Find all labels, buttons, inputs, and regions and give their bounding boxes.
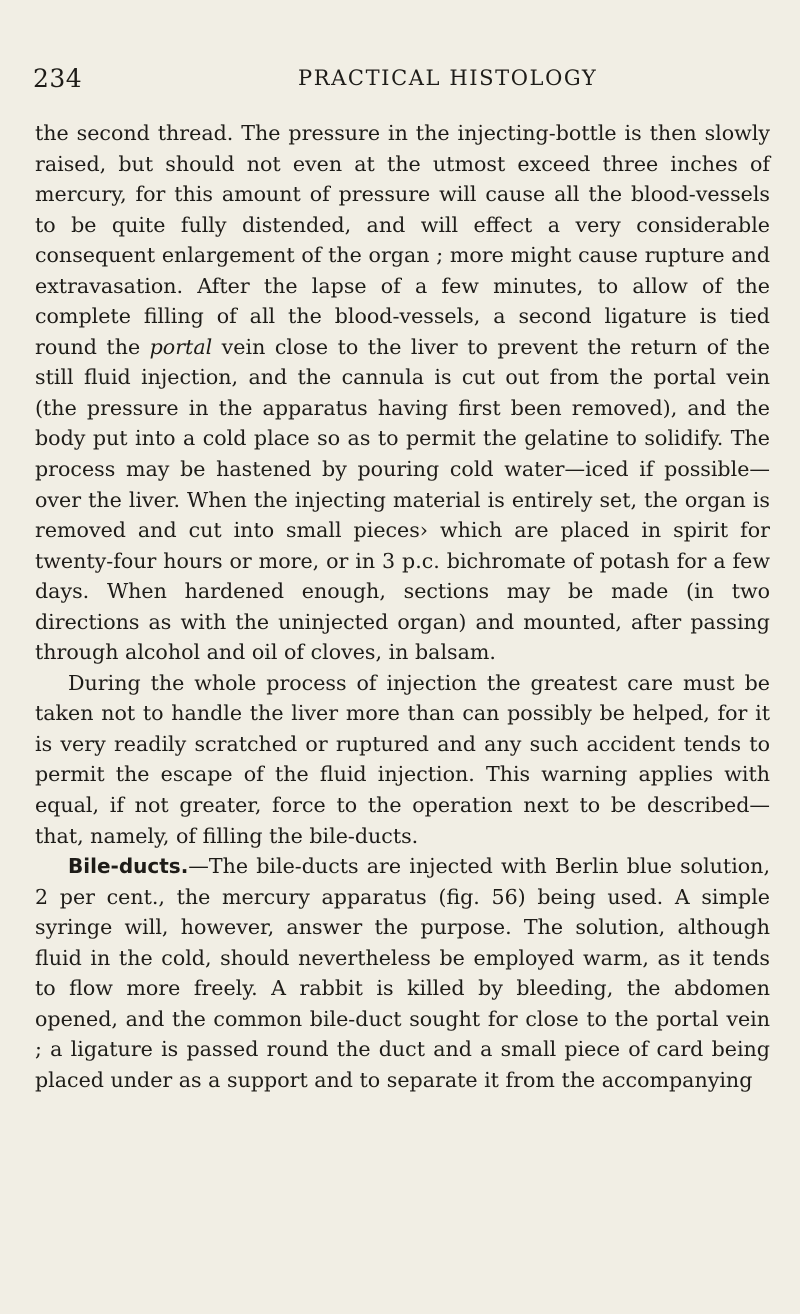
section-run-in-heading: Bile-ducts. [68,854,189,879]
paragraph-care-warning: During the whole process of injection the greatest care must be taken not to handle the liver more than can possibly be helped, for it is very readily scratched or ruptured and any such accident tends to permit the escape of the fluid injection. This warning applies with equal, if not greater, force to the operation next to be described—that, namely, of filling the bile-ducts. [35,670,770,848]
paragraph-text: —The bile-ducts are injected with Berlin blue solution, 2 per cent., the mercury apparatus (fig. 56) being used. A simple syringe will, however, answer the purpose. The solution, although fluid in the cold, should nevertheless be employed warm, as it tends to flow more freely. A rabbit is killed by bleeding, the abdomen opened, and the common bile-duct sought for close to the portal vein ; a ligature is passed round the duct and a small piece of card being placed under as a support and to separate it from the accompanying [35,854,770,1092]
emphasized-word: portal [149,334,213,359]
page-number: 234 [33,64,83,93]
paragraph-injection-process [35,118,770,668]
paragraph-text: the second thread. The pressure in the injecting-bottle is then slowly raised, but should not even at the utmost exceed three inches of mercury, for this amount of pressure will cause all the blood-vessels to be quite fully distended, and will effect a very considerable consequent enlargement of the organ ; more might cause rupture and extravasation. After the lapse of a few minutes, to allow of the complete filling of all the blood-vessels, a second ligature is tied round the [35,121,770,359]
paragraph-text: vein close to the liver to prevent the return of the still fluid injection, and the cannula is cut out from the portal vein (the pressure in the apparatus having first been removed), and the body put into a cold place so as to permit the gelatine to solidify. The process may be hastened by pouring cold water—iced if possible—over the liver. When the injecting material is entirely set, the organ is removed and cut into small pieces› which are placed in spirit for twenty-four hours or more, or in 3 p.c. bichromate of potash for a few days. When hardened enough, sections may be made (in two directions as with the uninjected organ) and mounted, after passing through alcohol and oil of cloves, in balsam. [35,334,770,665]
paragraph-bile-ducts [35,851,770,1095]
body-text [35,118,770,1096]
running-head: PRACTICAL HISTOLOGY [298,66,598,90]
page-header [33,64,773,100]
